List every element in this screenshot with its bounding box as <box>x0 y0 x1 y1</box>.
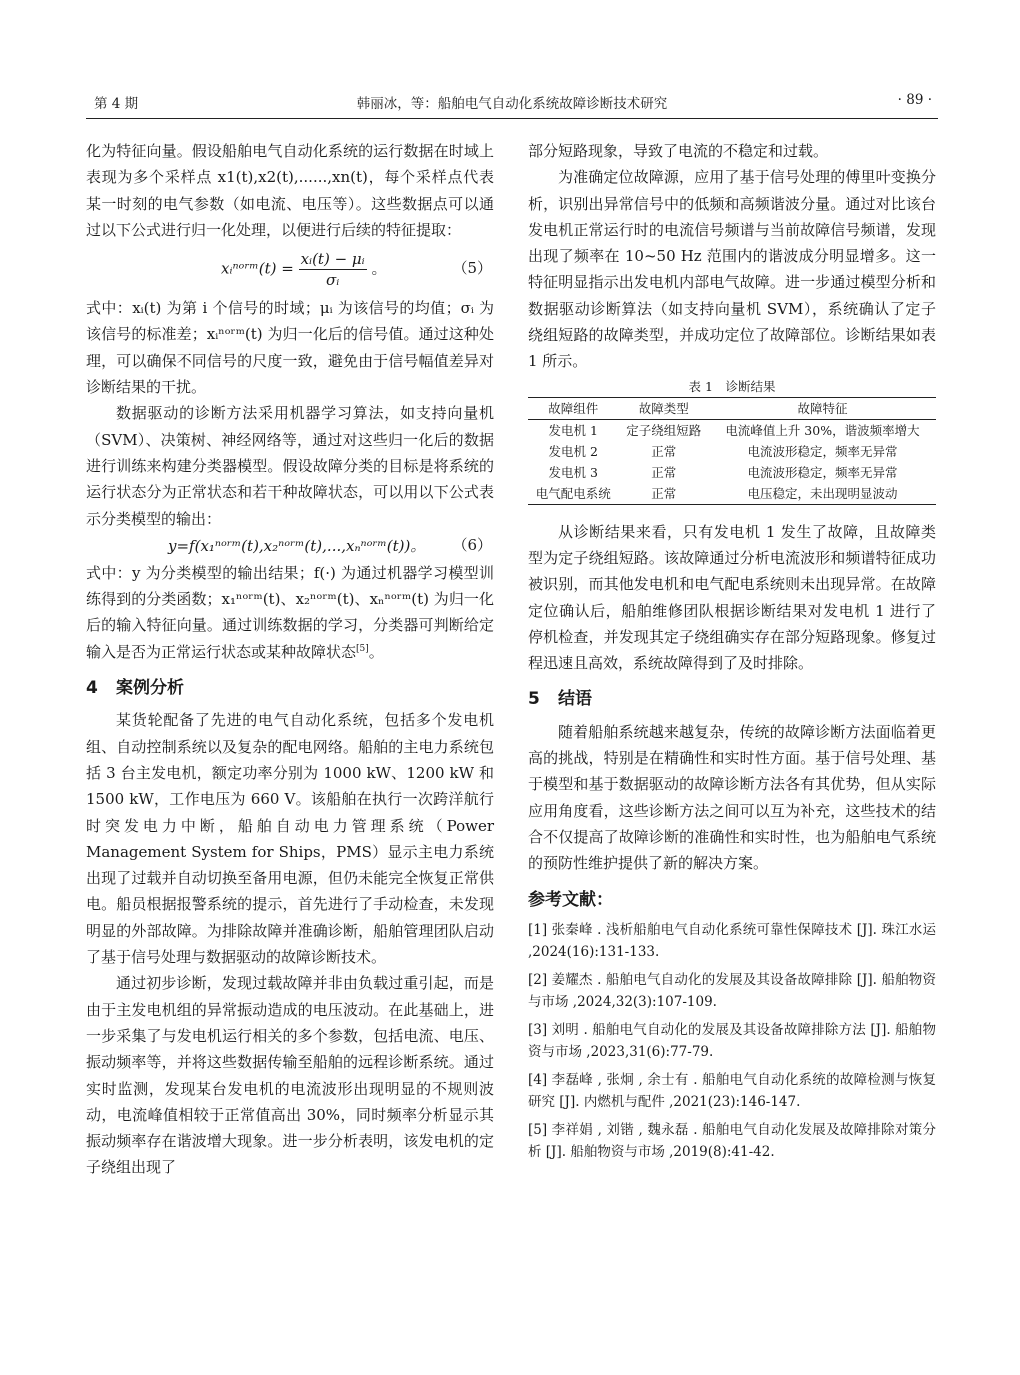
table-cell: 电流峰值上升 30%，谐波频率增大 <box>725 422 920 438</box>
formula-5-end: 。 <box>371 259 387 278</box>
table-row <box>528 441 936 462</box>
left-column <box>86 138 494 1181</box>
formula-5-label: （5） <box>452 259 492 278</box>
reference-item: [5] 李祥娟 , 刘锴 , 魏永磊 . 船舶电气自动化发展及故障排除对策分析 [J]. 船舶物资与市场 ,2019(8):41-42. <box>528 1121 936 1161</box>
table-row <box>528 483 936 505</box>
table-row <box>528 419 936 441</box>
formula-5 <box>86 243 494 295</box>
section-heading <box>86 675 494 701</box>
section-title: 案例分析 <box>116 678 184 699</box>
paragraph-end: 。 <box>368 642 384 661</box>
page-header <box>86 86 938 119</box>
paragraph: 化为特征向量。假设船舶电气自动化系统的运行数据在时域上表现为多个采样点 x1(t),x2(t),......,xn(t)，每个采样点代表某一时刻的电气参数（如电流、电压等）。这些数据点可以通过以下公式进行归一化处理，以便进行后续的特征提取： <box>86 142 494 239</box>
paragraph: 数据驱动的诊断方法采用机器学习算法，如支持向量机（SVM）、决策树、神经网络等，通过对这些归一化后的数据进行训练来构建分类器模型。假设故障分类的目标是将系统的运行状态分为正常状态和若干种故障状态，可以用以下公式表示分类模型的输出： <box>86 404 494 528</box>
reference-item: [4] 李磊峰 , 张炯 , 余士有 . 船舶电气自动化系统的故障检测与恢复研究 [J]. 内燃机与配件 ,2021(23):146-147. <box>528 1071 936 1111</box>
formula-6-label: （6） <box>452 535 492 554</box>
reference-item: [3] 刘明 . 船舶电气自动化的发展及其设备故障排除方法 [J]. 船舶物资与市场 ,2023,31(6):77-79. <box>528 1021 936 1061</box>
table-cell: 发电机 3 <box>548 464 598 480</box>
running-title: 韩丽冰，等：船舶电气自动化系统故障诊断技术研究 <box>356 96 668 112</box>
table-row <box>528 462 936 483</box>
table-header: 故障组件 <box>548 400 599 416</box>
paragraph: 式中：xᵢ(t) 为第 i 个信号的时域；μᵢ 为该信号的均值；σᵢ 为该信号的标准差；xᵢⁿᵒʳᵐ(t) 为归一化后的信号值。通过这种处理，可以确保不同信号的尺度一致，避免由于信号幅值差异对诊断结果的干扰。 <box>86 299 494 397</box>
paragraph: 通过初步诊断，发现过载故障并非由负载过重引起，而是由于主发电机组的异常振动造成的电压波动。在此基础上，进一步采集了与发电机运行相关的多个参数，包括电流、电压、振动频率等，并将这些数据传输至船舶的远程诊断系统。通过实时监测，发现某台发电机的电流波形出现明显的不规则波动，电流峰值相较于正常值高出 30%，同时频率分析显示其振动频率存在谐波增大现象。进一步分析表明，该发电机的定子绕组出现了 <box>86 974 494 1177</box>
table-cell: 正常 <box>651 485 677 501</box>
reference-item: [1] 张秦峰 . 浅析船舶电气自动化系统可靠性保障技术 [J]. 珠江水运 ,2024(16):131-133. <box>528 921 936 961</box>
paragraph: 部分短路现象，导致了电流的不稳定和过载。 <box>528 142 829 160</box>
section-number: 4 <box>86 678 98 699</box>
formula-5-lhs: xᵢⁿᵒʳᵐ(t) = <box>221 259 294 278</box>
formula-5-numerator: xᵢ(t) − μᵢ <box>300 249 365 268</box>
table-cell: 发电机 1 <box>548 422 598 438</box>
page-number: · 89 · <box>897 92 932 108</box>
section-heading <box>528 686 936 712</box>
paragraph-text: 式中：y 为分类模型的输出结果；f(·) 为通过机器学习模型训练得到的分类函数；x₁ⁿᵒʳᵐ(t)、x₂ⁿᵒʳᵐ(t)、xₙⁿᵒʳᵐ(t) 为归一化后的输入特征向量。通过训练数据的学习，分类器可判断给定输入是否为正常运行状态或某种故障状态 <box>86 563 494 661</box>
table-cell: 电流波形稳定，频率无异常 <box>747 464 898 480</box>
table-caption: 表 1 诊断结果 <box>688 378 776 394</box>
table-header-row <box>528 397 936 419</box>
table-cell: 定子绕组短路 <box>626 422 702 438</box>
paragraph <box>86 560 494 665</box>
table-cell: 正常 <box>651 464 677 480</box>
formula-5-fraction <box>299 249 367 290</box>
diagnosis-table <box>528 397 936 505</box>
table-cell: 电气配电系统 <box>535 485 611 501</box>
formula-5-denominator: σᵢ <box>326 270 340 289</box>
table-cell: 电流波形稳定，频率无异常 <box>747 443 898 459</box>
section-title: 结语 <box>558 689 592 710</box>
table-header: 故障特征 <box>797 400 848 416</box>
reference-item: [2] 姜耀杰 . 船舶电气自动化的发展及其设备故障排除 [J]. 船舶物资与市场 ,2024,32(3):107-109. <box>528 971 936 1011</box>
formula-6-expression: y=f(x₁ⁿᵒʳᵐ(t),x₂ⁿᵒʳᵐ(t),...,xₙⁿᵒʳᵐ(t))。 <box>168 536 426 555</box>
table-cell: 电压稳定，未出现明显波动 <box>747 485 898 501</box>
table-cell: 正常 <box>651 443 677 459</box>
paragraph: 为准确定位故障源，应用了基于信号处理的傅里叶变换分析，识别出异常信号中的低频和高频谐波分量。通过对比该台发电机正常运行时的电流信号频谱与当前故障信号频谱，发现出现了频率在 10~50 Hz 范围内的谐波成分明显增多。这一特征明显指示出发电机内部电气故障。进一步通过模型分析和数据驱动诊断算法（如支持向量机 SVM），系统确认了定子绕组短路的故障类型，并成功定位了故障部位。诊断结果如表 1 所示。 <box>528 168 936 371</box>
references-heading: 参考文献： <box>528 889 613 910</box>
paragraph: 随着船舶系统越来越复杂，传统的故障诊断方法面临着更高的挑战，特别是在精确性和实时性方面。基于信号处理、基于模型和基于数据驱动的故障诊断方法各有其优势，但从实际应用角度看，这些诊断方法之间可以互为补充，这些技术的结合不仅提高了故障诊断的准确性和实时性，也为船舶电气系统的预防性维护提供了新的解决方案。 <box>528 722 936 873</box>
issue-number: 第 4 期 <box>94 96 139 112</box>
paragraph: 从诊断结果来看，只有发电机 1 发生了故障，且故障类型为定子绕组短路。该故障通过分析电流波形和频谱特征成功被识别，而其他发电机和电气配电系统则未出现异常。在故障定位确认后，船舶维修团队根据诊断结果对发电机 1 进行了停机检查，并发现其定子绕组确实存在部分短路现象。修复过程迅速且高效，系统故障得到了及时排除。 <box>528 522 936 673</box>
right-column <box>528 138 936 1169</box>
table-header: 故障类型 <box>638 400 689 416</box>
reference-list <box>528 919 936 1164</box>
paragraph: 某货轮配备了先进的电气自动化系统，包括多个发电机组、自动控制系统以及复杂的配电网络。船舶的主电力系统包括 3 台主发电机，额定功率分别为 1000 kW、1200 kW 和 1500 kW，工作电压为 660 V。该船舶在执行一次跨洋航行时突发电力中断，船舶自动电力管理系统（Power Management System for Ships，PMS）显示主电力系统出现了过载并自动切换至备用电源，但仍未能完全恢复正常供电。船员根据报警系统的提示，首先进行了手动检查，未发现明显的外部故障。为排除故障并准确诊断，船舶管理团队启动了基于信号处理与数据驱动的故障诊断技术。 <box>86 711 494 967</box>
formula-6 <box>86 532 494 560</box>
section-number: 5 <box>528 689 540 710</box>
formula-5-expression <box>221 249 386 290</box>
table-cell: 发电机 2 <box>548 443 598 459</box>
citation: [5] <box>356 643 369 654</box>
